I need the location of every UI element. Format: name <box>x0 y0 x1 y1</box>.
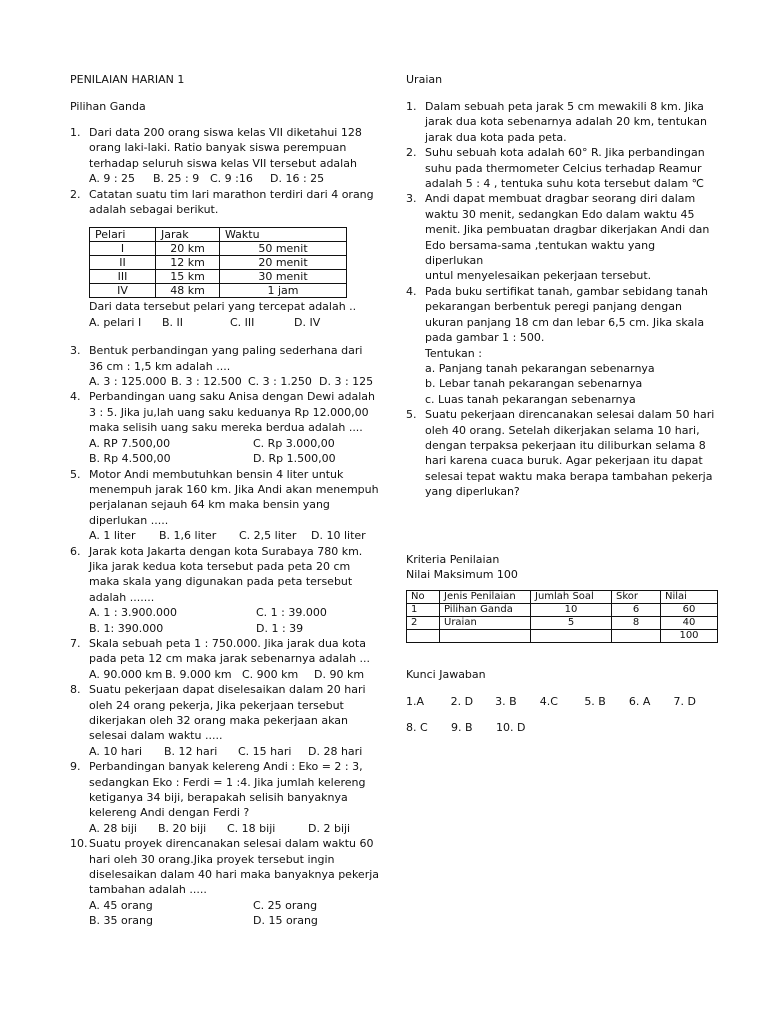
question-6 <box>70 544 388 636</box>
question-number: 4. <box>70 390 81 404</box>
answer-key: 7. D <box>673 695 696 708</box>
question-number: 3. <box>406 192 417 206</box>
question-text: kelereng Andi dengan Ferdi ? <box>89 806 250 820</box>
question-5 <box>70 467 388 544</box>
question-text: adalah 5 : 4 , tentuka suhu kota tersebut dalam ℃ <box>425 177 705 191</box>
answer-options <box>89 744 388 759</box>
option-c: C. 15 hari <box>238 744 292 758</box>
question-text: dikerjakan oleh 32 orang maka pekerjaan akan <box>89 714 348 727</box>
question-text: terhadap seluruh siswa kelas VII tersebut adalah <box>89 156 357 170</box>
question-text: Dari data tersebut pelari yang tercepat adalah .. <box>89 300 357 314</box>
question-text: untul menyelesaikan pekerjaan tersebut. <box>425 269 652 283</box>
option-d: D. 2 biji <box>308 821 351 835</box>
option-a: A. 1 : 3.900.000 <box>89 606 178 620</box>
essay-question-1 <box>406 99 716 145</box>
table-cell: 48 km <box>156 284 220 298</box>
runners-table <box>89 227 347 298</box>
question-text: Suhu sebuah kota adalah 60° R. Jika perbandingan <box>425 146 705 160</box>
table-row <box>90 256 347 270</box>
question-text: pekarangan berbentuk peregi panjang dengan <box>425 300 682 314</box>
essay-question-3 <box>406 191 716 283</box>
answer-key-row-2 <box>406 720 718 735</box>
question-number: 7. <box>70 636 81 650</box>
question-text: orang laki-laki. Rati̇o banyak siswa perempuan <box>89 141 347 155</box>
option-a: A. 90.000 km <box>89 667 163 681</box>
option-b: B. 25 : 9 <box>153 172 200 186</box>
question-text: jarak dua kota pada peta. <box>425 130 567 144</box>
option-c: C. 1 : 39.000 <box>256 606 327 620</box>
option-d: D. 28 hari <box>308 744 363 758</box>
question-number: 9. <box>70 760 81 774</box>
answer-key: 5. B <box>584 695 606 708</box>
question-text: pada gambar 1 : 500. <box>425 331 545 345</box>
table-cell: Uraian <box>440 617 531 630</box>
question-text: 3 : 5. Jika ju,lah uang saku keduanya Rp 12.000,00 <box>89 405 369 419</box>
option-b: B. II <box>162 315 184 329</box>
answer-key: 9. B <box>451 721 473 734</box>
table-cell: 50 menit <box>220 242 347 256</box>
question-text: Suatu pekerjaan direncanakan selesai dalam 50 hari <box>425 408 715 422</box>
option-a: A. 28 biji <box>89 821 137 835</box>
table-header: Nilai <box>661 591 718 604</box>
option-d: D. 15 orang <box>253 914 318 928</box>
option-c: C. 25 orang <box>253 898 318 912</box>
option-b: B. 35 orang <box>89 914 153 928</box>
table-header: Jarak <box>156 228 220 242</box>
question-text: Motor Andi membutuhkan bensin 4 liter untuk <box>89 467 344 481</box>
question-text: waktu 30 menit, sedangkan Edo dalam waktu 45 <box>425 207 695 221</box>
question-number: 6. <box>70 544 81 558</box>
answer-options <box>89 667 388 682</box>
table-cell: IV <box>90 284 156 298</box>
option-c: C. 18 biji <box>227 821 276 835</box>
question-text: Perbandingan banyak kelereng Andi : Eko = 2 : 3, <box>89 760 363 774</box>
table-cell: 60 <box>661 604 718 617</box>
table-row <box>90 284 347 298</box>
table-row <box>407 630 718 643</box>
table-cell: 12 km <box>156 256 220 270</box>
answer-options <box>89 436 388 467</box>
essay-column <box>406 72 716 734</box>
table-cell <box>407 630 440 643</box>
question-text: 36 cm : 1,5 km adalah .... <box>89 359 231 373</box>
question-text: pada peta 12 cm maka jarak sebenarnya adalah ... <box>89 652 371 666</box>
option-a: A. 3 : 125.000 <box>89 375 167 389</box>
option-d: D. IV <box>294 315 321 329</box>
option-d: D. Rp 1.500,00 <box>253 452 336 466</box>
table-header: Pelari <box>90 228 156 242</box>
question-text: diselesaikan dalam 40 hari maka banyaknya pekerja <box>89 868 380 882</box>
answer-key-title: Kunci Jawaban <box>406 668 486 681</box>
option-d: D. 10 liter <box>311 529 366 543</box>
option-b: B. 1: 390.000 <box>89 621 164 635</box>
table-cell: 20 km <box>156 242 220 256</box>
question-text: selesai dalam waktu ..... <box>89 729 223 743</box>
option-c: C. III <box>230 315 255 329</box>
option-a: A. 9 : 25 <box>89 172 136 186</box>
question-text: hari oleh 30 orang.Jika proyek tersebut ingin <box>89 852 335 866</box>
assessment-criteria <box>406 552 718 735</box>
question-text: adalah sebagai berikut. <box>89 203 219 217</box>
option-c: C. Rp 3.000,00 <box>253 436 335 450</box>
answer-options <box>89 528 388 543</box>
answer-key: 4.C <box>539 695 558 708</box>
question-text: Andi dapat membuat dragbar seorang diri dalam <box>425 192 696 206</box>
question-4 <box>70 389 388 466</box>
table-cell: 1 <box>407 604 440 617</box>
question-number: 2. <box>406 146 417 160</box>
question-text: perjalanan sejauh 64 km maka bensin yang <box>89 498 330 512</box>
option-c: C. 3 : 1.250 <box>248 375 312 389</box>
question-text: tambahan adalah ..... <box>89 883 207 897</box>
answer-key-row-1 <box>406 694 718 709</box>
answer-key: 8. C <box>406 721 428 734</box>
option-b: B. 20 biji <box>158 821 207 835</box>
question-text: jarak dua kota sebenarnya adalah 20 km, tentukan <box>425 115 707 129</box>
option-d: D. 1 : 39 <box>256 621 304 635</box>
question-text: diperlukan ..... <box>89 513 169 527</box>
option-b: B. 9.000 km <box>165 667 232 681</box>
sub-question-b: b. Lebar tanah pekarangan sebenarnya <box>425 377 643 391</box>
table-cell <box>531 630 612 643</box>
question-text: oleh 40 orang. Setelah dikerjakan selama 10 hari, <box>425 423 700 437</box>
table-cell: Pilihan Ganda <box>440 604 531 617</box>
option-b: B. 3 : 12.500 <box>171 375 242 389</box>
question-number: 10. <box>70 837 88 851</box>
question-text: menit. Jika pembuatan dragbar dikerjakan Andi dan <box>425 223 710 237</box>
table-cell: II <box>90 256 156 270</box>
sub-question-c: c. Luas tanah pekarangan sebenarnya <box>425 392 636 406</box>
option-d: D. 90 km <box>314 667 365 681</box>
table-header: Waktu <box>220 228 347 242</box>
table-row <box>90 242 347 256</box>
question-text: yang diperlukan? <box>425 485 520 499</box>
question-text: Catatan suatu ti̇m lari marathon terdiri dari 4 orang <box>89 187 374 201</box>
question-text: menempuh jarak 160 km. Jika Andi akan menempuh <box>89 482 379 496</box>
question-text: Dalam sebuah peta jarak 5 cm mewakili 8 km. Jika <box>425 100 704 113</box>
option-a: A. pelari I <box>89 315 142 329</box>
page-title: PENILAIAN HARIAN 1 <box>70 73 185 86</box>
table-cell: 20 menit <box>220 256 347 270</box>
option-d: D. 16 : 25 <box>270 172 325 186</box>
question-number: 1. <box>406 100 417 113</box>
option-a: A. RP 7.500,00 <box>89 436 171 450</box>
question-text: Suatu proyek direncanakan selesai dalam waktu 60 <box>89 837 374 851</box>
table-header: Skor <box>612 591 661 604</box>
question-text: Tentukan : <box>425 346 482 360</box>
option-b: B. Rp 4.500,00 <box>89 452 171 466</box>
table-cell: I <box>90 242 156 256</box>
question-number: 1. <box>70 126 81 139</box>
answer-key: 1.A <box>406 695 425 708</box>
answer-options <box>89 374 388 389</box>
question-2 <box>70 187 388 218</box>
section-title-multiple-choice: Pilihan Ganda <box>70 100 146 113</box>
question-text: Jika jarak kedua kota tersebut pada peta 20 cm <box>89 559 351 573</box>
table-row <box>90 270 347 284</box>
table-cell: 15 km <box>156 270 220 284</box>
table-row <box>407 617 718 630</box>
question-2-continued <box>70 299 388 330</box>
question-number: 5. <box>406 408 417 422</box>
question-text: Bentuk perbandingan yang paling sederhana dari <box>89 344 363 358</box>
question-text: maka skala yang digunakan pada peta tersebut <box>89 575 353 589</box>
table-header-row <box>90 228 347 242</box>
answer-options <box>89 605 388 636</box>
table-cell <box>440 630 531 643</box>
table-cell <box>612 630 661 643</box>
essay-question-4 <box>406 284 716 407</box>
table-header: No <box>407 591 440 604</box>
question-text: sedangkan Eko : Ferdi = 1 :4. Jika jumlah kelereng <box>89 775 366 789</box>
question-number: 8. <box>70 683 81 697</box>
answer-options <box>89 821 388 836</box>
question-text: ukuran panjang 18 cm dan lebar 6,5 cm. Jika skala <box>425 315 705 329</box>
question-text: Edo bersama-sama ,tentukan waktu yang diperlukan <box>425 238 656 268</box>
question-1 <box>70 125 388 187</box>
criteria-title: Kriteria Penilaian <box>406 553 500 566</box>
question-text: oleh 24 orang pekerja, Jika pekerjaan tersebut <box>89 698 344 712</box>
option-b: B. 1,6 liter <box>159 529 217 543</box>
option-a: A. 1 liter <box>89 529 136 543</box>
option-d: D. 3 : 125 <box>319 375 374 389</box>
question-number: 3. <box>70 344 81 358</box>
question-number: 2. <box>70 187 81 201</box>
table-header: Jenis Penilaian <box>440 591 531 604</box>
answer-options <box>89 315 388 330</box>
max-score: Nilai Maksimum 100 <box>406 568 518 581</box>
table-cell: 1 jam <box>220 284 347 298</box>
question-text: selesai tepat waktu maka berapa tambahan pekerja <box>425 469 713 483</box>
question-10 <box>70 836 388 928</box>
table-cell: 8 <box>612 617 661 630</box>
section-title-essay: Uraian <box>406 73 443 86</box>
criteria-table <box>406 590 718 643</box>
table-cell: 40 <box>661 617 718 630</box>
table-cell: III <box>90 270 156 284</box>
table-cell: 2 <box>407 617 440 630</box>
table-header-row <box>407 591 718 604</box>
question-3 <box>70 343 388 389</box>
table-cell: 100 <box>661 630 718 643</box>
table-cell: 5 <box>531 617 612 630</box>
option-c: C. 900 km <box>242 667 299 681</box>
option-c: C. 2,5 liter <box>239 529 297 543</box>
multiple-choice-column <box>70 72 388 929</box>
table-cell: 10 <box>531 604 612 617</box>
question-text: Jarak kota Jakarta dengan kota Surabaya 780 km. <box>89 544 363 558</box>
question-text: Skala sebuah peta 1 : 750.000. Jika jarak dua kota <box>89 636 366 650</box>
answer-key: 10. D <box>496 721 526 734</box>
question-text: Pada buku serti̇fikat tanah, gambar sebidang tanah <box>425 284 708 298</box>
answer-key: 2. D <box>450 695 474 708</box>
option-a: A. 45 orang <box>89 898 153 912</box>
essay-question-5 <box>406 407 716 499</box>
table-row <box>407 604 718 617</box>
question-text: dengan terpaksa pekerjaan itu diliburkan selama 8 <box>425 438 706 452</box>
answer-key: 3. B <box>495 695 517 708</box>
answer-options <box>89 171 388 186</box>
question-text: Perbandingan uang saku Anisa dengan Dewi adalah <box>89 390 376 404</box>
question-text: suhu pada thermometer Celcius terhadap Reamur <box>425 161 702 175</box>
option-a: A. 10 hari <box>89 744 143 758</box>
question-text: Dari data 200 orang siswa kelas VII diketahui 128 <box>89 126 362 139</box>
question-number: 4. <box>406 284 417 298</box>
option-b: B. 12 hari <box>164 744 218 758</box>
answer-options <box>89 898 388 929</box>
question-text: Suatu pekerjaan dapat diselesaikan dalam 20 hari <box>89 683 366 697</box>
question-number: 5. <box>70 467 81 481</box>
option-c: C. 9 :16 <box>210 172 253 186</box>
sub-question-a: a. Panjang tanah pekarangan sebenarnya <box>425 361 655 375</box>
table-header: Jumlah Soal <box>531 591 612 604</box>
question-text: maka selisih uang saku mereka berdua adalah .... <box>89 421 363 435</box>
answer-key: 6. A <box>628 695 651 708</box>
question-7 <box>70 636 388 682</box>
table-cell: 6 <box>612 604 661 617</box>
question-text: adalah ....... <box>89 590 155 604</box>
question-9 <box>70 759 388 836</box>
question-text: keti̇ganya 34 biji, berapakah selisih banyaknya <box>89 791 348 805</box>
table-cell: 30 menit <box>220 270 347 284</box>
question-8 <box>70 682 388 759</box>
question-text: hari karena cuaca buruk. Agar pekerjaan itu dapat <box>425 454 703 468</box>
essay-question-2 <box>406 145 716 191</box>
